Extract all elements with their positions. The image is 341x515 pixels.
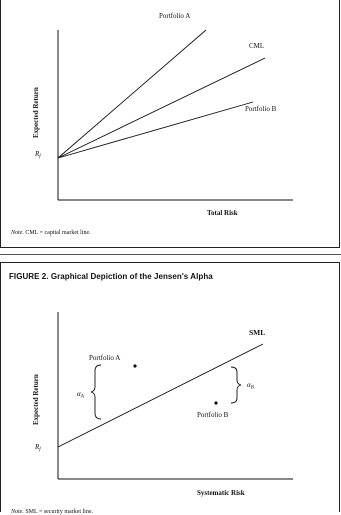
portfolio-a-point [133, 364, 136, 367]
figure-2-caption: FIGURE 2. Graphical Depiction of the Jensen's Alpha [9, 272, 213, 281]
portfolio-b-label: Portfolio B [245, 105, 277, 113]
cml-chart [1, 0, 341, 248]
x-axis-label: Systematic Risk [197, 489, 245, 497]
figure-1-note: Note. CML = capital market line. [11, 230, 91, 236]
y-axis-label: Expected Return [32, 87, 40, 138]
x-axis-label: Total Risk [207, 209, 238, 217]
portfolio-a-label: Portfolio A [89, 354, 121, 362]
cml-label: CML [249, 42, 265, 50]
alpha-a-label: $\alpha_A$ [77, 390, 84, 400]
y-axis-label: Expected Return [32, 374, 40, 425]
portfolio-b-point [214, 401, 217, 404]
alpha-b-brace [231, 367, 241, 403]
risk-free-label: $R_f$ [35, 150, 41, 160]
section-divider [0, 254, 341, 255]
figure-2-panel [0, 262, 340, 515]
risk-free-label: $R_f$ [35, 443, 41, 453]
alpha-b-label: $\alpha_B$ [247, 381, 254, 391]
portfolio-a-label: Portfolio A [159, 12, 191, 20]
portfolio-a-line [58, 30, 206, 158]
sml-chart [1, 263, 341, 513]
sml-label: SML [249, 328, 266, 337]
alpha-a-brace [91, 365, 101, 419]
portfolio-b-label: Portfolio B [197, 411, 229, 419]
figure-1-panel [0, 0, 340, 248]
cml-line [58, 58, 265, 158]
figure-2-note: Note. SML = security market line. [11, 509, 93, 515]
